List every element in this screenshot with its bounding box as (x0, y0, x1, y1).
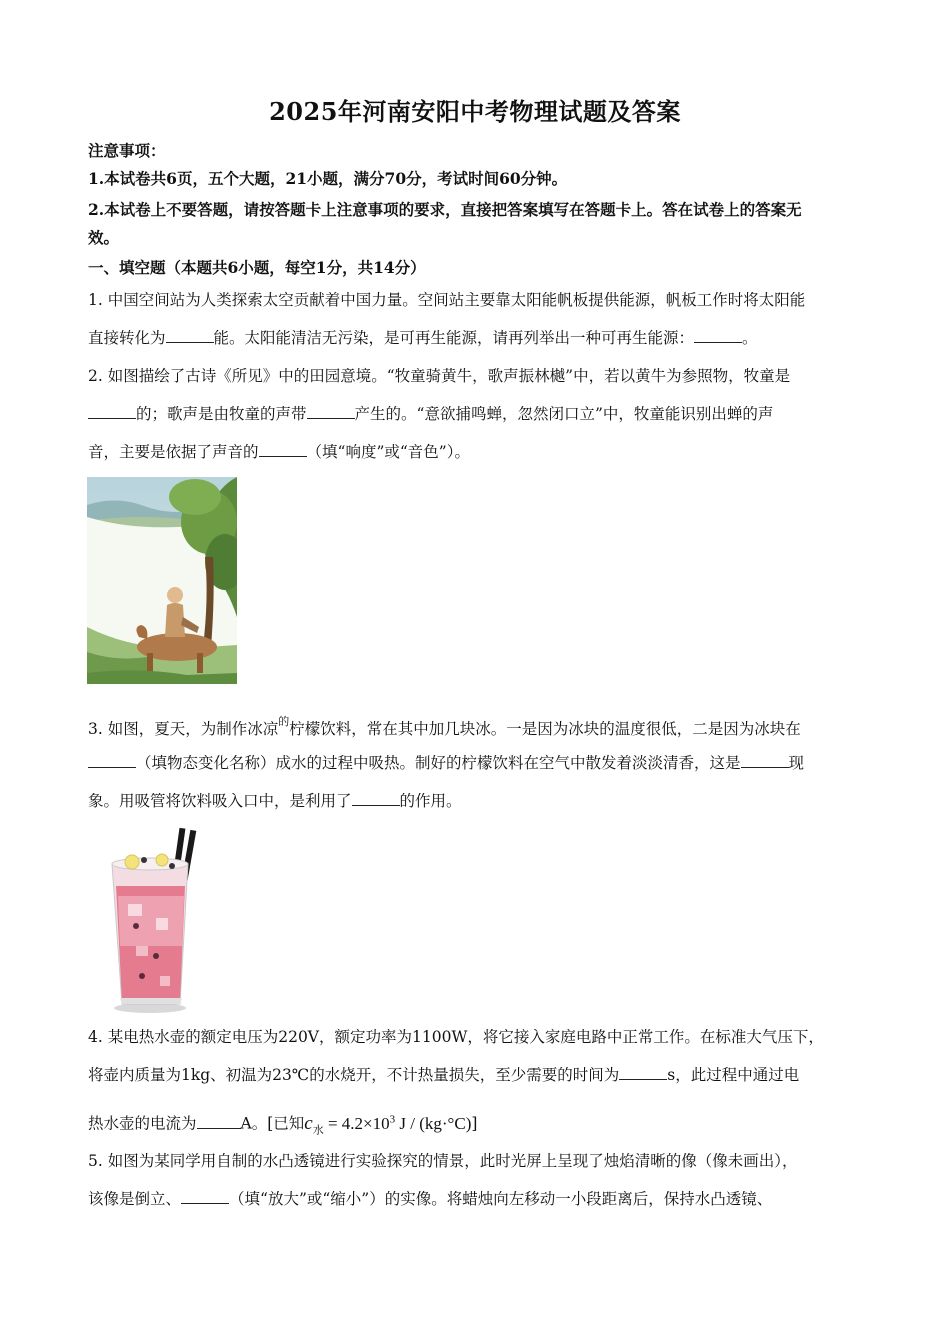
notice-item-2-line-1: 2.本试卷上不要答题，请按答题卡上注意事项的要求，直接把答案填写在答题卡上。答在试卷上的答案无 (88, 200, 802, 219)
q2-text-b: 产生的。“意欲捕鸣蝉，忽然闭口立”中，牧童能识别出蝉的声 (354, 405, 774, 423)
q1-text-b: 能。太阳能清洁无污染，是可再生能源，请再列举出一种可再生能源： (213, 329, 695, 347)
q5-line-1: 5. 如图为某同学用自制的水凸透镜进行实验探究的情景，此时光屏上呈现了烛焰清晰的像（像未画出）， (88, 1152, 798, 1170)
q3-text-b: 柠檬饮料，常在其中加几块冰。一是因为冰块的温度很低，二是因为冰块在 (289, 720, 801, 738)
q3-text-d: 现 (788, 754, 805, 772)
answer-blank (166, 329, 214, 343)
answer-blank (619, 1066, 667, 1080)
q1-text-a: 直接转化为 (88, 329, 166, 347)
answer-blank (197, 1115, 241, 1129)
answer-blank (352, 792, 400, 806)
q1-line-1: 1. 中国空间站为人类探索太空贡献着中国力量。空间站主要靠太阳能帆板提供能源，帆板工作时将太阳能 (88, 291, 806, 309)
q2-line-3 (88, 441, 868, 463)
q3-text-f: 的作用。 (399, 792, 462, 810)
q5-line-2 (88, 1188, 868, 1210)
notice-item-2-line-2: 效。 (88, 228, 120, 247)
q3-text-sup: 的 (278, 715, 290, 728)
q3-line-2 (88, 752, 868, 774)
answer-blank (694, 329, 742, 343)
q3-line-3 (88, 790, 868, 812)
specific-heat-formula (304, 1112, 472, 1137)
formula-subscript: 水 (312, 1124, 324, 1137)
q4-text-e: ] (471, 1114, 478, 1133)
answer-blank (259, 443, 307, 457)
cowherd-illustration (87, 477, 237, 684)
lemon-drink-illustration (100, 826, 210, 1016)
q1-text-c: 。 (742, 329, 758, 347)
answer-blank (307, 405, 355, 419)
q4-line-3 (88, 1108, 868, 1141)
answer-blank (88, 754, 136, 768)
q3-line-1 (88, 711, 868, 740)
page-title: 2025年河南安阳中考物理试题及答案 (269, 97, 681, 126)
formula-unit: J / (kg·°C) (399, 1113, 472, 1133)
answer-blank (741, 754, 789, 768)
q5-text-a: 该像是倒立、 (88, 1190, 182, 1208)
notice-item-1: 1.本试卷共6页，五个大题，21小题，满分70分，考试时间60分钟。 (88, 169, 568, 188)
q4-line-1: 4. 某电热水壶的额定电压为220V，额定功率为1100W，将它接入家庭电路中正常工作。在标准大气压下， (88, 1028, 824, 1046)
q4-text-d: A。[已知 (240, 1114, 305, 1133)
formula-exponent: 3 (389, 1113, 396, 1125)
answer-blank (181, 1190, 229, 1204)
formula-symbol: c (304, 1112, 313, 1134)
section-1-heading: 一、填空题（本题共6小题，每空1分，共14分） (88, 258, 426, 277)
q2-text-c: 音，主要是依据了声音的 (88, 443, 259, 461)
answer-blank (88, 405, 136, 419)
formula-value: = 4.2×10 (323, 1113, 390, 1133)
q3-text-c: （填物态变化名称）成水的过程中吸热。制好的柠檬饮料在空气中散发着淡淡清香，这是 (136, 754, 741, 772)
q3-text-a: 3. 如图，夏天，为制作冰凉 (88, 720, 279, 738)
q1-line-2 (88, 327, 868, 349)
q2-line-1: 2. 如图描绘了古诗《所见》中的田园意境。“牧童骑黄牛，歌声振林樾”中，若以黄牛为参照物，牧童是 (88, 367, 791, 385)
q4-text-a: 将壶内质量为1kg、初温为23℃的水烧开，不计热量损失，至少需要的时间为 (88, 1066, 620, 1084)
q4-text-b: s，此过程中通过电 (667, 1066, 800, 1084)
q4-line-2 (88, 1064, 868, 1086)
q4-text-c: 热水壶的电流为 (88, 1114, 197, 1133)
q2-text-d: （填“响度”或“音色”）。 (306, 443, 470, 461)
q5-text-b: （填“放大”或“缩小”）的实像。将蜡烛向左移动一小段距离后，保持水凸透镜、 (229, 1190, 773, 1208)
q3-text-e: 象。用吸管将饮料吸入口中，是利用了 (88, 792, 352, 810)
q2-line-2 (88, 403, 868, 425)
notice-heading: 注意事项： (88, 141, 166, 160)
q2-text-a: 的；歌声是由牧童的声带 (136, 405, 307, 423)
